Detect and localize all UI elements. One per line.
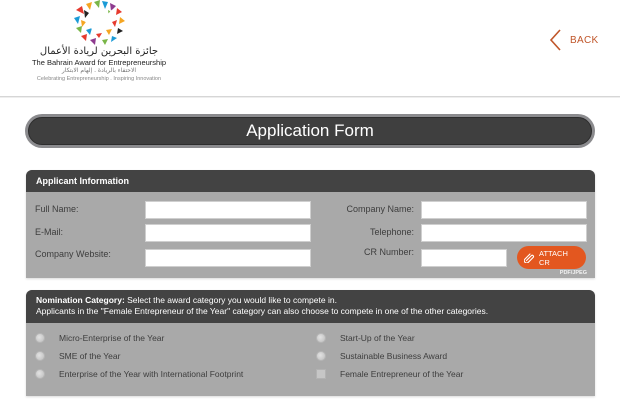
option-female-entrepreneur[interactable]: Female Entrepreneur of the Year [316, 369, 463, 379]
attach-file-types-hint: PDF/JPEG [559, 270, 587, 276]
bahrain-award-logo[interactable] [24, 0, 174, 90]
cr-number-label: CR Number: [363, 247, 414, 257]
nomination-heading-bold: Nomination Category: [36, 295, 125, 305]
radio-button[interactable] [35, 369, 45, 379]
paperclip-icon [524, 252, 535, 263]
full-name-label: Full Name: [35, 204, 79, 214]
checkmark-mosaic-icon [72, 0, 126, 46]
page-title-bar [25, 114, 595, 148]
radio-button[interactable] [316, 333, 326, 343]
nomination-category-heading [26, 290, 595, 323]
company-website-label: Company Website: [35, 249, 111, 259]
chevron-left-icon [548, 28, 562, 52]
back-label: BACK [570, 34, 599, 46]
attach-cr-button[interactable] [517, 246, 586, 269]
checkbox[interactable] [316, 369, 326, 379]
option-micro-enterprise[interactable]: Micro-Enterprise of the Year [35, 333, 164, 343]
nomination-heading-text: Select the award category you would like to compete in. [124, 295, 337, 305]
logo-arabic-title: جائزة البحرين لريادة الأعمال [39, 46, 159, 57]
option-start-up[interactable]: Start-Up of the Year [316, 333, 415, 343]
option-enterprise-international[interactable]: Enterprise of the Year with International Footprint [35, 369, 243, 379]
logo-english-tagline: Celebrating Entrepreneurship . Inspiring Innovation [36, 76, 162, 82]
back-button[interactable] [548, 28, 598, 52]
email-input[interactable] [145, 224, 311, 242]
applicant-information-heading: Applicant Information [26, 170, 595, 192]
header-divider [0, 96, 620, 98]
nomination-category-panel [26, 290, 595, 396]
radio-button[interactable] [316, 351, 326, 361]
option-sustainable-business[interactable]: Sustainable Business Award [316, 351, 447, 361]
email-label: E-Mail: [35, 227, 64, 237]
radio-button[interactable] [35, 333, 45, 343]
attach-label-line2: CR [539, 258, 550, 267]
site-header [0, 0, 620, 97]
company-website-input[interactable] [145, 249, 311, 267]
page-title: Application Form [246, 121, 374, 140]
radio-button[interactable] [35, 351, 45, 361]
logo-arabic-tagline: الاحتفاء بالريادة . إلهام الابتكار [61, 67, 137, 74]
full-name-input[interactable] [145, 201, 311, 219]
attach-label-line1: ATTACH [539, 249, 568, 258]
option-sme[interactable]: SME of the Year [35, 351, 120, 361]
company-name-label: Company Name: [346, 204, 414, 214]
logo-english-title: The Bahrain Award for Entrepreneurship [31, 58, 167, 67]
nomination-note: Applicants in the "Female Entrepreneur of the Year" category can also choose to compete in one of the other categories. [36, 306, 489, 316]
cr-number-input[interactable] [421, 249, 507, 267]
applicant-information-panel [26, 170, 595, 278]
company-name-input[interactable] [421, 201, 587, 219]
telephone-label: Telephone: [369, 227, 414, 237]
telephone-input[interactable] [421, 224, 587, 242]
